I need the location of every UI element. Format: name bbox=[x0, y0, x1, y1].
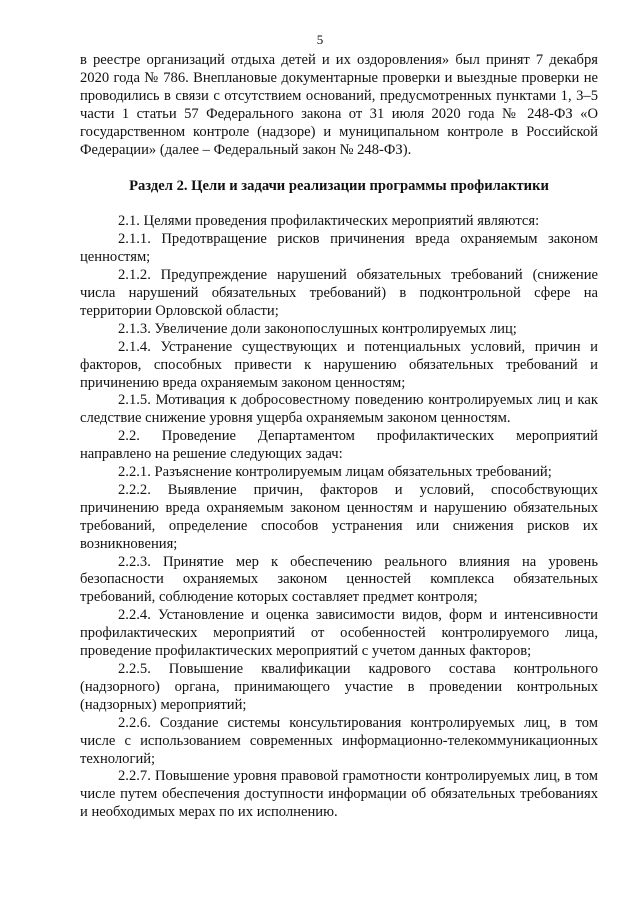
paragraph-2-2-7: 2.2.7. Повышение уровня правовой грамотности контролируемых лиц, в том числе путем обеспечения доступности информации об обязательных требованиях и необходимых мерах по их исполнению. bbox=[80, 768, 598, 821]
paragraph-2-2-5: 2.2.5. Повышение квалификации кадрового состава контрольного (надзорного) органа, принимающего участие в проведении контрольных (надзорных) мероприятий; bbox=[80, 661, 598, 713]
intro-paragraph: в реестре организаций отдыха детей и их оздоровления» был принят 7 декабря 2020 года № 786. Внеплановые документарные проверки и выездные проверки не проводились в связи с отсутствием оснований, предусмотренных пунктами 1, 3–5 части 1 статьи 57 Федерального закона от 31 июля 2020 года № 248-ФЗ «О государственном контроле (надзоре) и муниципальном контроле в Российской Федерации» (далее – Федеральный закон № 248-ФЗ). bbox=[80, 52, 598, 158]
paragraph-2-1-5: 2.1.5. Мотивация к добросовестному поведению контролируемых лиц и как следствие снижение уровня ущерба охраняемым законом ценностям. bbox=[80, 392, 598, 427]
section-heading: Раздел 2. Цели и задачи реализации программы профилактики bbox=[129, 178, 549, 195]
paragraph-2-1-2: 2.1.2. Предупреждение нарушений обязательных требований (снижение числа нарушений обязательных требований) в подконтрольной сфере на территории Орловской области; bbox=[80, 267, 598, 319]
paragraph-2-1-3: 2.1.3. Увеличение доли законопослушных контролируемых лиц; bbox=[118, 320, 517, 337]
paragraph-2-1-4: 2.1.4. Устранение существующих и потенциальных условий, причин и факторов, способных привести к нарушению обязательных требований и причинению вреда охраняемым законом ценностям; bbox=[80, 338, 598, 391]
paragraph-2-2-3: 2.2.3. Принятие мер к обеспечению реального влияния на уровень безопасности охраняемых законом ценностей комплекса обязательных требований, соблюдение которых составляет предмет контроля; bbox=[80, 553, 598, 606]
paragraph-2-2-6: 2.2.6. Создание системы консультирования контролируемых лиц, в том числе с использованием современных информационно-телекоммуникационных технологий; bbox=[80, 714, 598, 767]
paragraph-2-2-2: 2.2.2. Выявление причин, факторов и условий, способствующих причинению вреда охраняемым законом ценностям и нарушению обязательных требований, определение способов устранения или снижения рисков их возникновения; bbox=[80, 481, 598, 552]
paragraph-2-2-1: 2.2.1. Разъяснение контролируемым лицам обязательных требований; bbox=[118, 464, 552, 481]
page-number: 5 bbox=[316, 32, 324, 47]
document-body bbox=[80, 52, 598, 822]
paragraph-2-2: 2.2. Проведение Департаментом профилактических мероприятий направлено на решение следующих задач: bbox=[80, 428, 598, 463]
paragraph-2-1: 2.1. Целями проведения профилактических мероприятий являются: bbox=[118, 213, 540, 230]
paragraph-2-2-4: 2.2.4. Установление и оценка зависимости видов, форм и интенсивности профилактических мероприятий от особенностей контролируемого лица, проведение профилактических мероприятий с учетом данных факторов; bbox=[80, 607, 598, 660]
paragraph-2-1-1: 2.1.1. Предотвращение рисков причинения вреда охраняемым законом ценностям; bbox=[80, 231, 598, 266]
